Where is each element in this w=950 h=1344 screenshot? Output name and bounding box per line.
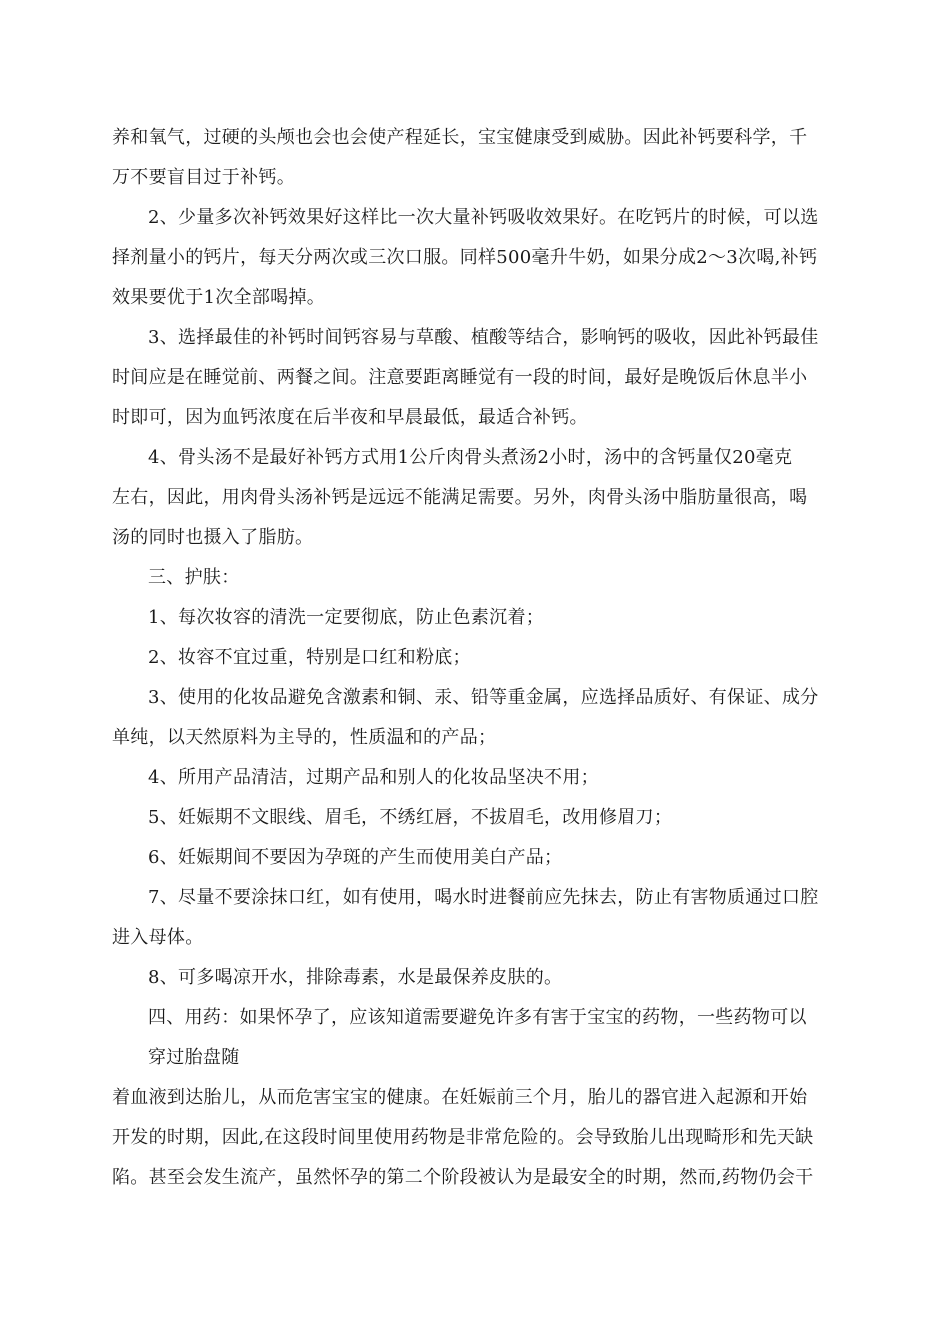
- section-heading: 三、护肤：: [148, 567, 240, 588]
- text-line: 7、尽量不要涂抹口红，如有使用，喝水时进餐前应先抹去，防止有害物质通过口腔: [148, 887, 819, 908]
- text-line: 进入母体。: [112, 927, 204, 948]
- text-line: 汤的同时也摄入了脂肪。: [112, 527, 314, 548]
- text-line: 2、少量多次补钙效果好这样比一次大量补钙吸收效果好。在吃钙片的时候，可以选: [148, 207, 819, 228]
- text-line: 3、使用的化妆品避免含激素和铜、汞、铅等重金属，应选择品质好、有保证、成分: [148, 687, 819, 708]
- text-line: 着血液到达胎儿，从而危害宝宝的健康。在妊娠前三个月，胎儿的器官进入起源和开始: [112, 1087, 808, 1108]
- text-line: 4、所用产品清洁，过期产品和别人的化妆品坚决不用；: [148, 767, 599, 788]
- text-line: 单纯，以天然原料为主导的，性质温和的产品；: [112, 727, 497, 748]
- text-line: 6、妊娠期间不要因为孕斑的产生而使用美白产品；: [148, 847, 563, 868]
- section-heading: 四、用药：如果怀孕了，应该知道需要避免许多有害于宝宝的药物，一些药物可以: [148, 1007, 807, 1028]
- text-line: 时即可，因为血钙浓度在后半夜和早晨最低，最适合补钙。: [112, 407, 588, 428]
- text-line: 择剂量小的钙片，每天分两次或三次口服。同样500毫升牛奶，如果分成2～3次喝,补钙: [112, 247, 818, 268]
- text-line: 时间应是在睡觉前、两餐之间。注意要距离睡觉有一段的时间，最好是晚饭后休息半小: [112, 367, 808, 388]
- text-line: 万不要盲目过于补钙。: [112, 167, 295, 188]
- text-line: 2、妆容不宜过重，特别是口红和粉底；: [148, 647, 471, 668]
- text-line: 左右，因此，用肉骨头汤补钙是远远不能满足需要。另外，肉骨头汤中脂肪量很高，喝: [112, 487, 808, 508]
- text-line: 5、妊娠期不文眼线、眉毛，不绣红唇，不拔眉毛，改用修眉刀；: [148, 807, 673, 828]
- text-line: 养和氧气，过硬的头颅也会也会使产程延长，宝宝健康受到威胁。因此补钙要科学，千: [112, 127, 808, 148]
- text-line: 陷。甚至会发生流产，虽然怀孕的第二个阶段被认为是最安全的时期，然而,药物仍会干: [112, 1167, 814, 1188]
- text-line: 8、可多喝凉开水，排除毒素，水是最保养皮肤的。: [148, 967, 563, 988]
- text-line: 1、每次妆容的清洗一定要彻底，防止色素沉着；: [148, 607, 545, 628]
- text-line: 3、选择最佳的补钙时间钙容易与草酸、植酸等结合，影响钙的吸收，因此补钙最佳: [148, 327, 819, 348]
- text-line: 穿过胎盘随: [148, 1047, 240, 1068]
- text-line: 效果要优于1次全部喝掉。: [112, 287, 326, 308]
- text-line: 开发的时期，因此,在这段时间里使用药物是非常危险的。会导致胎儿出现畸形和先天缺: [112, 1127, 814, 1148]
- text-line: 4、骨头汤不是最好补钙方式用1公斤肉骨头煮汤2小时，汤中的含钙量仅20毫克: [148, 447, 793, 468]
